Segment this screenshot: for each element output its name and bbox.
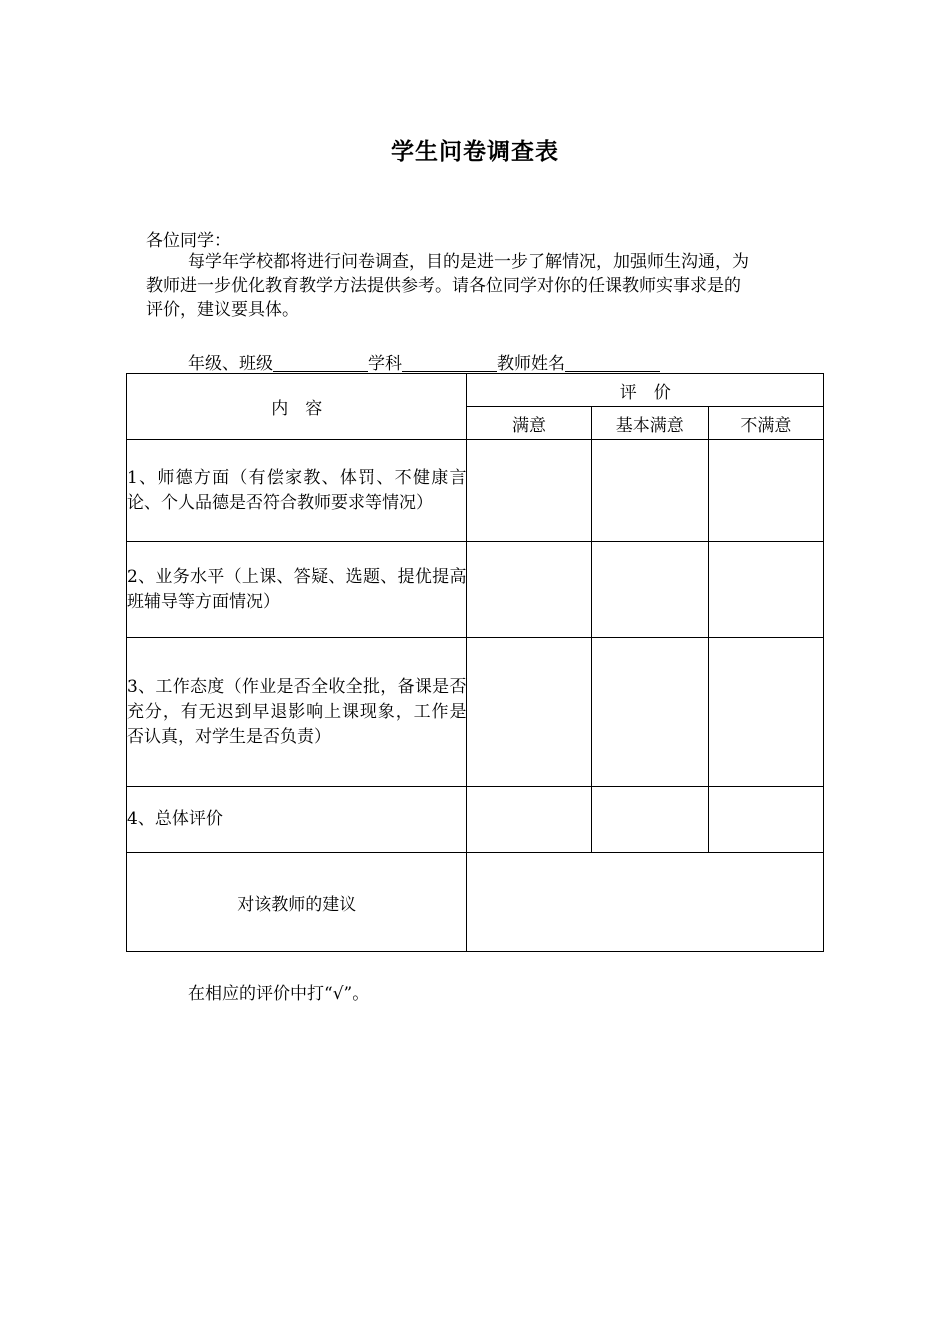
option-unsatisfied: 不满意	[708, 407, 823, 440]
intro-line: 教师进一步优化教育教学方法提供参考。请各位同学对你的任课教师实事求是的	[146, 276, 741, 296]
cell-satisfied[interactable]	[467, 638, 591, 787]
cell-basically-satisfied[interactable]	[591, 787, 708, 853]
cell-basically-satisfied[interactable]	[591, 542, 708, 638]
row-label-overall: 4、总体评价	[127, 787, 467, 853]
row-label-professional: 2、业务水平（上课、答疑、选题、提优提高班辅导等方面情况）	[127, 542, 467, 638]
cell-unsatisfied[interactable]	[708, 542, 823, 638]
cell-satisfied[interactable]	[467, 787, 591, 853]
table-row	[127, 638, 824, 787]
cell-unsatisfied[interactable]	[708, 440, 823, 542]
table-row	[127, 787, 824, 853]
header-content: 内 容	[127, 374, 467, 440]
option-satisfied: 满意	[467, 407, 591, 440]
subject-blank[interactable]	[402, 353, 497, 372]
intro-line: 评价，建议要具体。	[146, 300, 299, 320]
table-header-row	[127, 374, 824, 407]
subject-label: 学科	[368, 354, 402, 374]
cell-unsatisfied[interactable]	[708, 638, 823, 787]
page-title: 学生问卷调查表	[391, 139, 559, 165]
cell-unsatisfied[interactable]	[708, 787, 823, 853]
suggestion-label: 对该教师的建议	[127, 853, 467, 952]
suggestion-row	[127, 853, 824, 952]
row-label-attitude: 3、工作态度（作业是否全收全批，备课是否充分，有无迟到早退影响上课现象，工作是否认真，对学生是否负责）	[127, 638, 467, 787]
option-basically-satisfied: 基本满意	[591, 407, 708, 440]
info-fields	[188, 349, 660, 374]
footnote: 在相应的评价中打“√”。	[188, 984, 370, 1004]
cell-basically-satisfied[interactable]	[591, 440, 708, 542]
table-row	[127, 440, 824, 542]
suggestion-field[interactable]	[467, 853, 824, 952]
intro-line: 每学年学校都将进行问卷调查，目的是进一步了解情况，加强师生沟通，为	[188, 252, 749, 272]
intro-paragraph	[146, 250, 811, 322]
survey-table	[126, 373, 824, 952]
grade-class-blank[interactable]	[273, 353, 368, 372]
teacher-name-blank[interactable]	[565, 353, 660, 372]
grade-class-label: 年级、班级	[188, 354, 273, 374]
greeting: 各位同学：	[146, 231, 231, 251]
cell-satisfied[interactable]	[467, 542, 591, 638]
header-evaluation: 评 价	[467, 374, 824, 407]
table-row	[127, 542, 824, 638]
cell-satisfied[interactable]	[467, 440, 591, 542]
cell-basically-satisfied[interactable]	[591, 638, 708, 787]
row-label-ethics: 1、师德方面（有偿家教、体罚、不健康言论、个人品德是否符合教师要求等情况）	[127, 440, 467, 542]
teacher-name-label: 教师姓名	[497, 354, 565, 374]
